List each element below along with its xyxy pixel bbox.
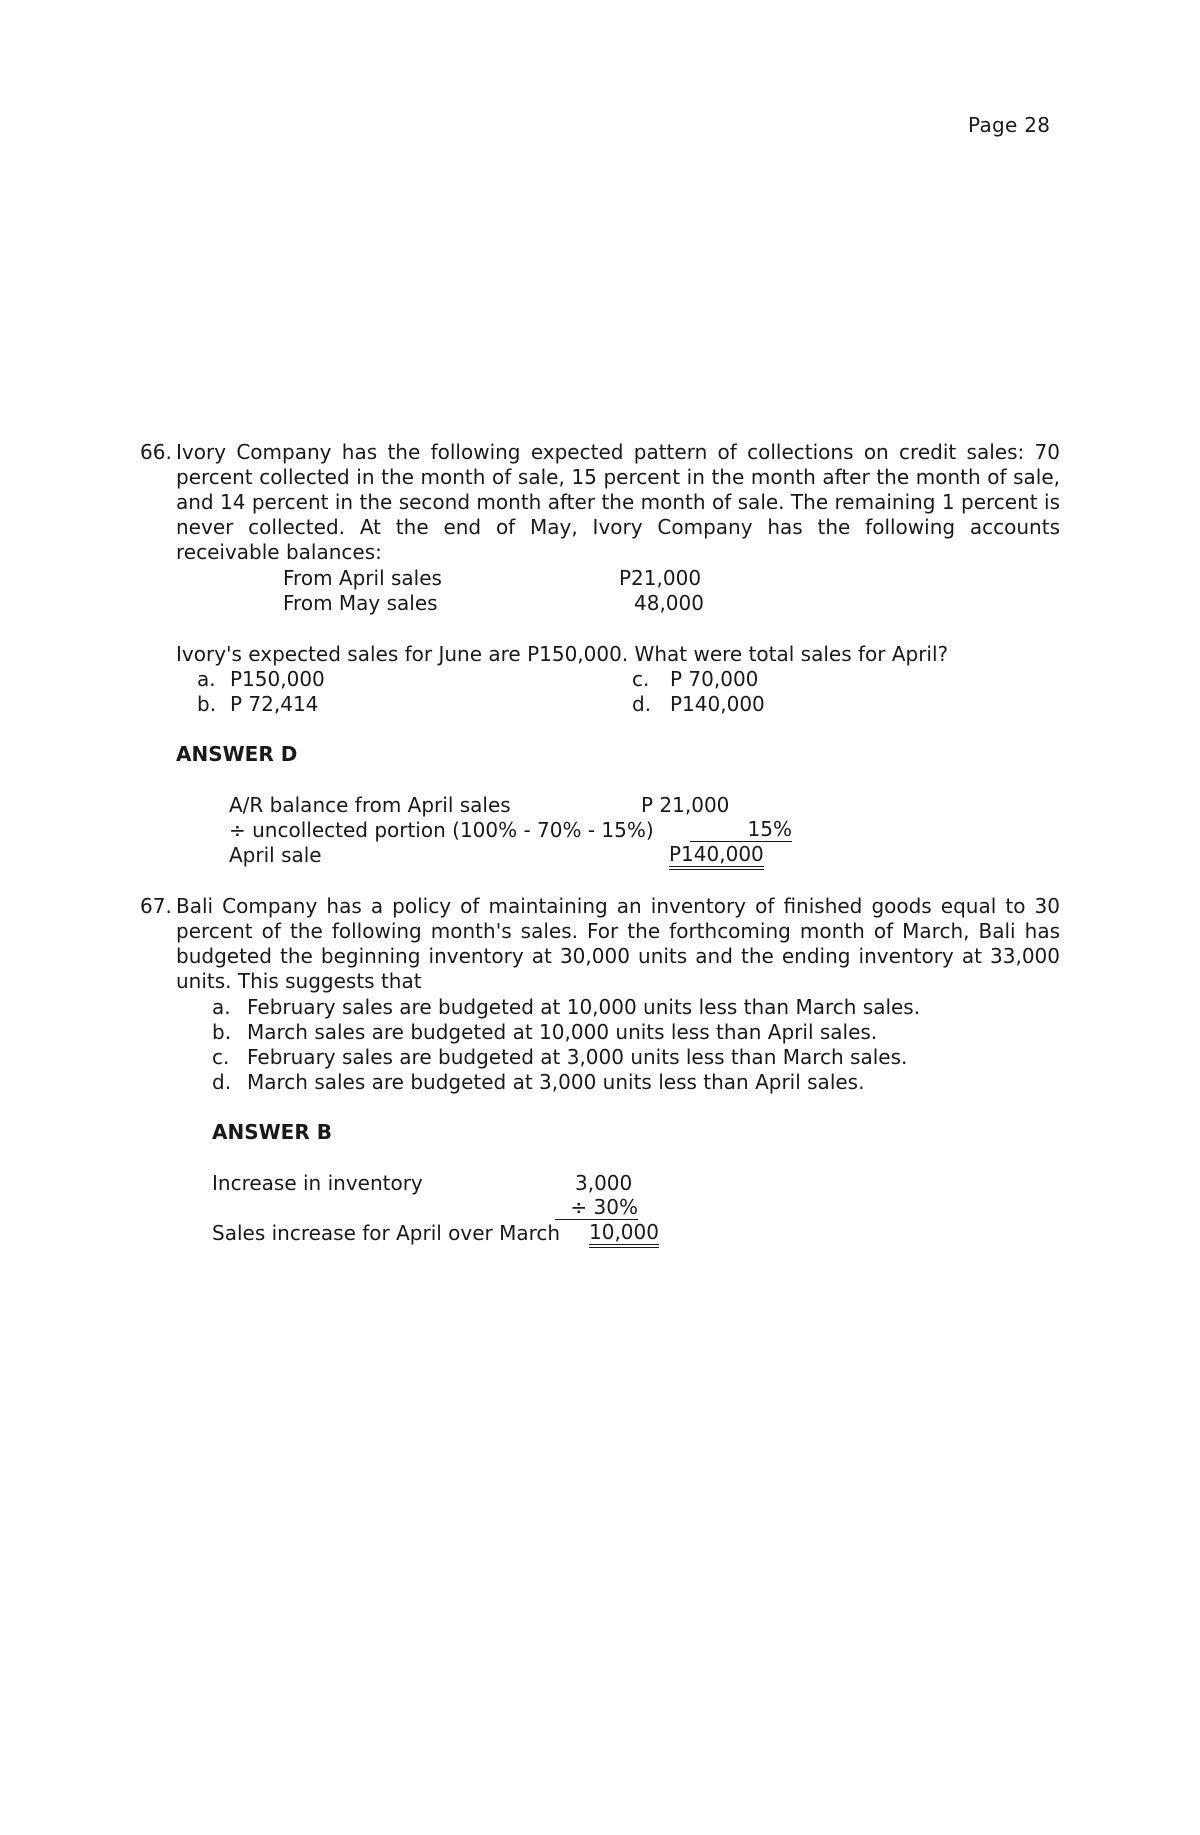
balance-april-label: From April sales [283, 566, 442, 590]
solution-67-row3-label: Sales increase for April over March [212, 1221, 561, 1245]
question-67-number: 67. [140, 894, 172, 918]
solution-66-row2-label: ÷ uncollected portion (100% - 70% - 15%) [229, 818, 654, 842]
q67-option-a-text: February sales are budgeted at 10,000 units less than March sales. [247, 995, 921, 1019]
question-66-number: 66. [140, 440, 172, 464]
option-b-letter: b. [197, 692, 217, 716]
solution-67-row2-value: ÷ 30% [555, 1196, 638, 1220]
solution-67-row1-value: 3,000 [575, 1171, 633, 1195]
answer-67: ANSWER B [212, 1120, 332, 1144]
question-66-text: Ivory Company has the following expected pattern of collections on credit sales: 70 percent collected in the month of sale, 15 percent in the month after the month of sale, and 14 percent in the second month after the month of sale. The remaining 1 percent is never collected. At the end of May, Ivory Company has the following accounts receivable balances: [176, 440, 1060, 564]
option-d-letter: d. [632, 692, 652, 716]
option-a-text: P150,000 [230, 667, 325, 691]
q67-option-d-text: March sales are budgeted at 3,000 units less than April sales. [247, 1070, 865, 1094]
balance-april-value: P21,000 [619, 566, 702, 590]
solution-66-row3-label: April sale [229, 843, 322, 867]
option-b-text: P 72,414 [230, 692, 319, 716]
option-c-letter: c. [632, 667, 650, 691]
solution-66-row2-value: 15% [690, 818, 792, 842]
balance-may-value: 48,000 [634, 591, 704, 615]
solution-67-row3-value: 10,000 [589, 1221, 659, 1248]
q67-option-c-text: February sales are budgeted at 3,000 units less than March sales. [247, 1045, 908, 1069]
question-66-prompt: Ivory's expected sales for June are P150,000. What were total sales for April? [176, 642, 949, 666]
answer-66: ANSWER D [176, 742, 298, 766]
q67-option-c-letter: c. [212, 1045, 230, 1069]
q67-option-d-letter: d. [212, 1070, 232, 1094]
q67-option-b-letter: b. [212, 1020, 232, 1044]
q67-option-a-letter: a. [212, 995, 231, 1019]
option-c-text: P 70,000 [670, 667, 759, 691]
solution-66-row1-value: P 21,000 [641, 793, 730, 817]
question-67-text: Bali Company has a policy of maintaining an inventory of finished goods equal to 30 percent of the following month's sales. For the forthcoming month of March, Bali has budgeted the beginning inventory at 30,000 units and the ending inventory at 33,000 units. This suggests that [176, 894, 1060, 993]
option-d-text: P140,000 [670, 692, 765, 716]
solution-66-row1-label: A/R balance from April sales [229, 793, 511, 817]
page-number: Page 28 [968, 113, 1051, 137]
solution-66-row3-value: P140,000 [669, 843, 764, 870]
balance-may-label: From May sales [283, 591, 438, 615]
solution-67-row1-label: Increase in inventory [212, 1171, 423, 1195]
q67-option-b-text: March sales are budgeted at 10,000 units less than April sales. [247, 1020, 878, 1044]
option-a-letter: a. [197, 667, 216, 691]
